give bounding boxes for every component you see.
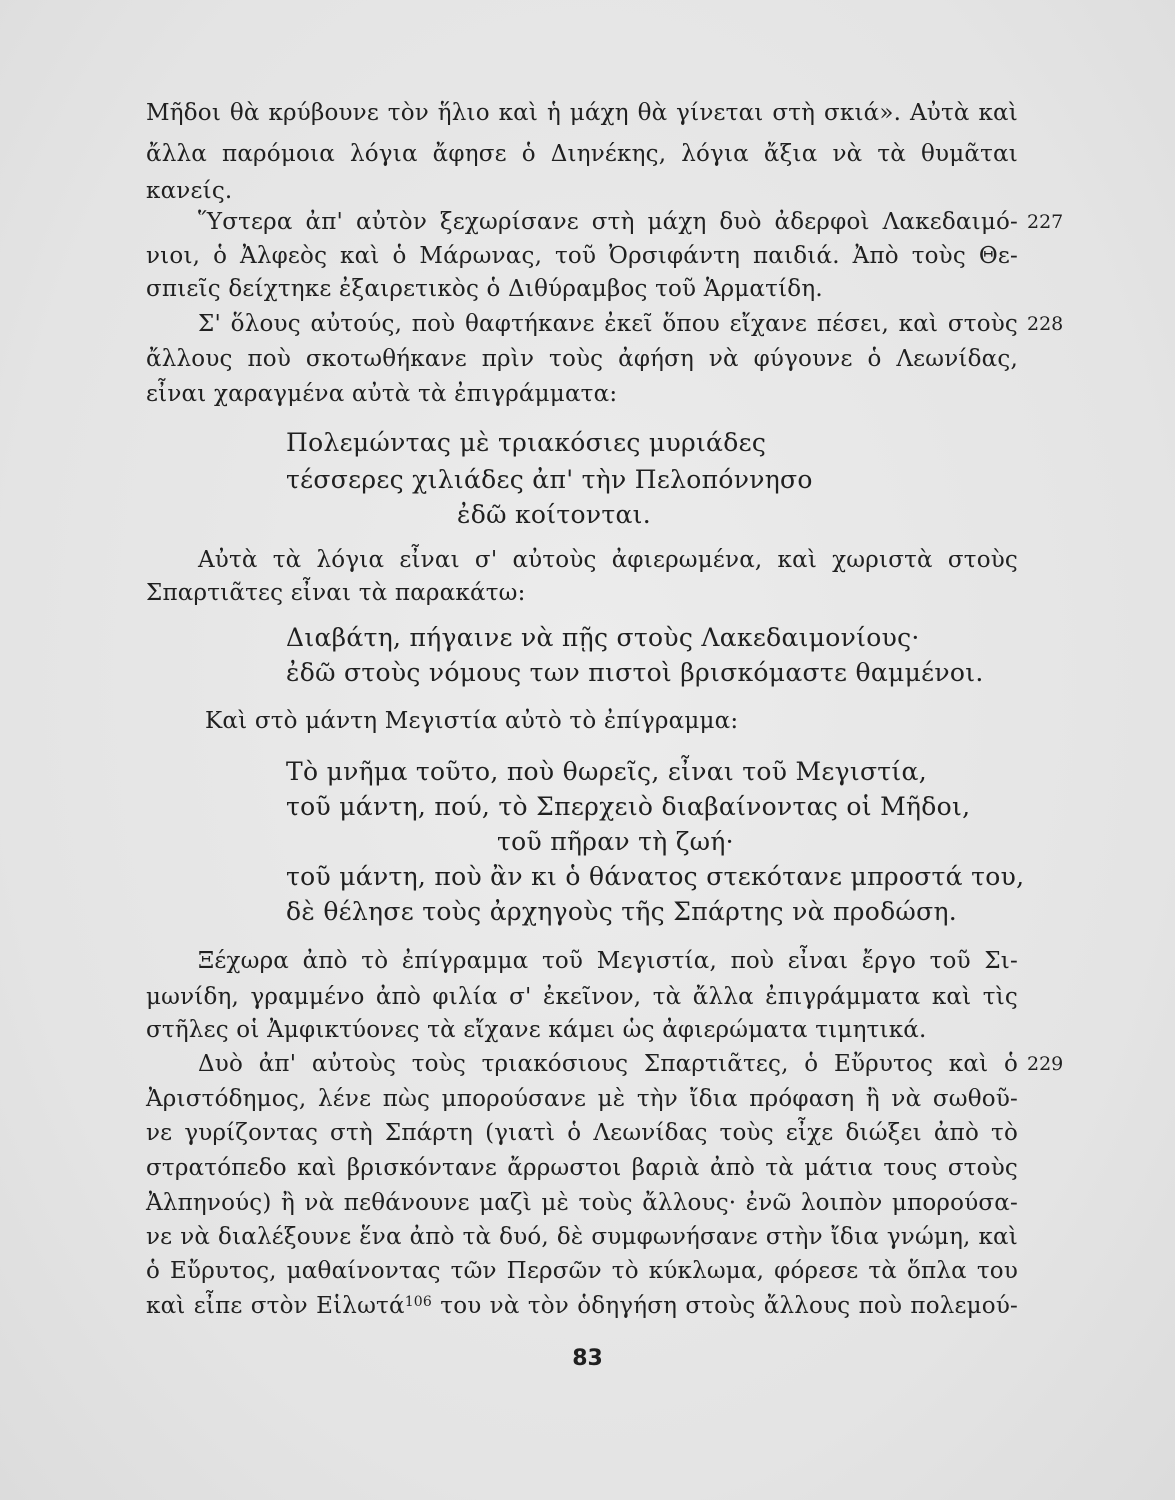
text-line: Σ' ὅλους αὐτούς, ποὺ θαφτήκανε ἐκεῖ ὅπου εἴχανε πέσει, καὶ στοὺς	[198, 311, 1018, 337]
text-line: Δυὸ ἀπ' αὐτοὺς τοὺς τριακόσιους Σπαρτιᾶτες, ὁ Εὔρυτος καὶ ὁ	[198, 1051, 1018, 1077]
margin-line-number: 228	[1027, 313, 1064, 335]
text-line	[146, 1291, 1018, 1321]
text-line: Μῆδοι θὰ κρύβουνε τὸν ἥλιο καὶ ἡ μάχη θὰ γίνεται στὴ σκιά». Αὐτὰ καὶ	[146, 100, 1018, 126]
text-line: νιοι, ὁ Ἀλφεὸς καὶ ὁ Μάρωνας, τοῦ Ὀρσιφάντη παιδιά. Ἀπὸ τοὺς Θε-	[146, 243, 1018, 269]
verse-line: ἐδῶ κοίτονται.	[457, 500, 652, 529]
margin-line-number: 229	[1027, 1053, 1064, 1075]
text-line: Σπαρτιᾶτες εἶναι τὰ παρακάτω:	[146, 580, 526, 606]
verse-line: Πολεμώντας μὲ τριακόσιες μυριάδες	[286, 428, 767, 457]
text-segment: του νὰ τὸν ὁδηγήση στοὺς ἄλλους ποὺ πολεμού-	[432, 1293, 1018, 1319]
verse-line: Διαβάτη, πήγαινε νὰ πῇς στοὺς Λακεδαιμονίους·	[286, 623, 920, 652]
text-line: ὁ Εὔρυτος, μαθαίνοντας τῶν Περσῶν τὸ κύκλωμα, φόρεσε τὰ ὅπλα του	[146, 1258, 1018, 1284]
text-line: κανείς.	[146, 178, 233, 204]
text-line: σπιεῖς δείχτηκε ἐξαιρετικὸς ὁ Διθύραμβος τοῦ Ἁρματίδη.	[146, 276, 823, 302]
text-segment: καὶ εἶπε στὸν Εἱλωτά	[146, 1293, 405, 1319]
text-line: Ὕστερα ἀπ' αὐτὸν ξεχωρίσανε στὴ μάχη δυὸ ἀδερφοὶ Λακεδαιμό-	[198, 209, 1018, 235]
verse-line: Τὸ μνῆμα τοῦτο, ποὺ θωρεῖς, εἶναι τοῦ Μεγιστία,	[286, 757, 927, 786]
verse-line: τοῦ πῆραν τὴ ζωή·	[497, 827, 734, 856]
page-number: 83	[572, 1346, 603, 1371]
text-line: ἄλλους ποὺ σκοτωθήκανε πρὶν τοὺς ἀφήση νὰ φύγουνε ὁ Λεωνίδας,	[146, 346, 1018, 372]
text-line: μωνίδη, γραμμένο ἀπὸ φιλία σ' ἐκεῖνον, τὰ ἄλλα ἐπιγράμματα καὶ τὶς	[146, 984, 1018, 1010]
text-line: Αὐτὰ τὰ λόγια εἶναι σ' αὐτοὺς ἀφιερωμένα, καὶ χωριστὰ στοὺς	[198, 547, 1018, 573]
text-line: στρατόπεδο καὶ βρισκόντανε ἄρρωστοι βαριὰ ἀπὸ τὰ μάτια τους στοὺς	[146, 1155, 1018, 1181]
footnote-marker: 106	[404, 1294, 433, 1310]
verse-line: τοῦ μάντη, πού, τὸ Σπερχειὸ διαβαίνοντας οἱ Μῆδοι,	[286, 792, 971, 821]
margin-line-number: 227	[1027, 211, 1064, 233]
verse-line: τοῦ μάντη, ποὺ ἂν κι ὁ θάνατος στεκότανε μπροστά του,	[286, 862, 1025, 891]
verse-line: τέσσερες χιλιάδες ἀπ' τὴν Πελοπόννησο	[286, 465, 813, 494]
text-line: νε γυρίζοντας στὴ Σπάρτη (γιατὶ ὁ Λεωνίδας τοὺς εἶχε διώξει ἀπὸ τὸ	[146, 1120, 1018, 1146]
text-line: στῆλες οἱ Ἀμφικτύονες τὰ εἴχανε κάμει ὡς ἀφιερώματα τιμητικά.	[146, 1017, 927, 1043]
verse-line: δὲ θέλησε τοὺς ἀρχηγοὺς τῆς Σπάρτης νὰ προδώση.	[286, 897, 958, 926]
text-line: εἶναι χαραγμένα αὐτὰ τὰ ἐπιγράμματα:	[146, 381, 618, 407]
text-line: Ξέχωρα ἀπὸ τὸ ἐπίγραμμα τοῦ Μεγιστία, ποὺ εἶναι ἔργο τοῦ Σι-	[198, 948, 1018, 974]
text-line: Ἀριστόδημος, λένε πὼς μπορούσανε μὲ τὴν ἴδια πρόφαση ἢ νὰ σωθοῦ-	[146, 1086, 1018, 1112]
verse-line: ἐδῶ στοὺς νόμους των πιστοὶ βρισκόμαστε θαμμένοι.	[286, 658, 984, 687]
text-line: Ἀλπηνούς) ἢ νὰ πεθάνουνε μαζὶ μὲ τοὺς ἄλλους· ἐνῶ λοιπὸν μπορούσα-	[146, 1190, 1018, 1216]
text-line: ἄλλα παρόμοια λόγια ἄφησε ὁ Διηνέκης, λόγια ἄξια νὰ τὰ θυμᾶται	[146, 141, 1018, 167]
text-line: νε νὰ διαλέξουνε ἕνα ἀπὸ τὰ δυό, δὲ συμφωνήσανε στὴν ἴδια γνώμη, καὶ	[146, 1224, 1018, 1250]
text-line: Καὶ στὸ μάντη Μεγιστία αὐτὸ τὸ ἐπίγραμμα:	[205, 708, 739, 734]
